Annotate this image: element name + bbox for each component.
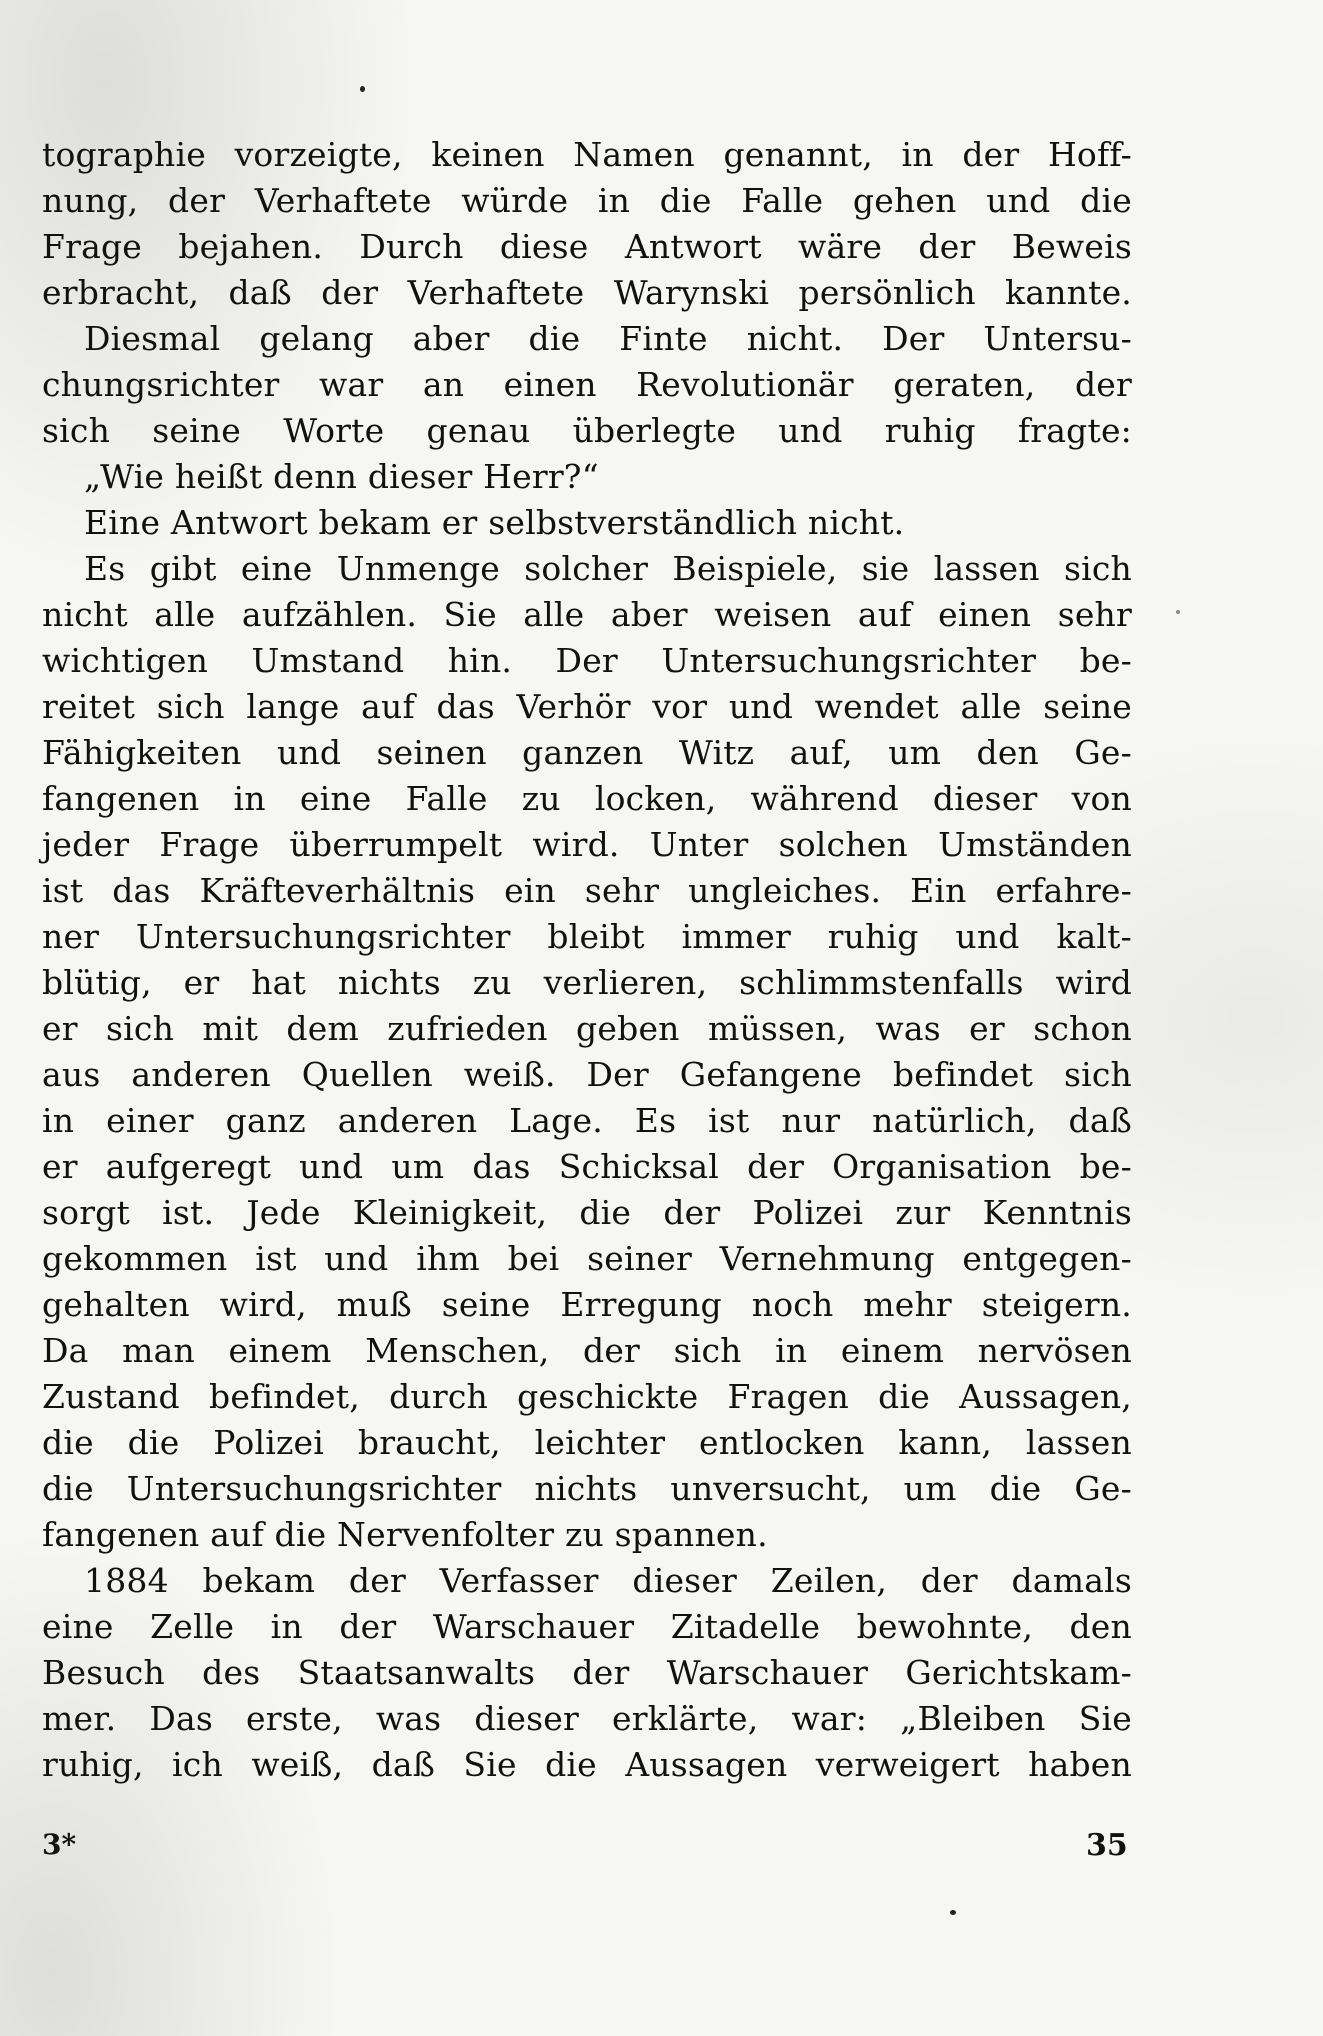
text-line: „Wie heißt denn dieser Herr?“: [84, 457, 599, 496]
text-line: Es gibt eine Unmenge solcher Beispiele, sie lassen sich: [84, 549, 1132, 588]
text-line: er sich mit dem zufrieden geben müssen, was er schon: [42, 1009, 1132, 1048]
text-line: ner Untersuchungsrichter bleibt immer ruhig und kalt-: [42, 917, 1132, 956]
signature-mark: 3*: [42, 1828, 77, 1861]
text-line: ist das Kräfteverhältnis ein sehr ungleiches. Ein erfahre-: [42, 871, 1132, 910]
text-line: aus anderen Quellen weiß. Der Gefangene befindet sich: [42, 1055, 1132, 1094]
text-line: 1884 bekam der Verfasser dieser Zeilen, der damals: [84, 1561, 1132, 1600]
text-line: Da man einem Menschen, der sich in einem nervösen: [42, 1331, 1132, 1370]
text-line: erbracht, daß der Verhaftete Warynski persönlich kannte.: [42, 273, 1132, 312]
text-line: die die Polizei braucht, leichter entlocken kann, lassen: [42, 1423, 1132, 1462]
print-speck: [950, 1910, 956, 1915]
text-line: Diesmal gelang aber die Finte nicht. Der Untersu-: [84, 319, 1132, 358]
text-line: sich seine Worte genau überlegte und ruhig fragte:: [42, 411, 1132, 450]
text-line: sorgt ist. Jede Kleinigkeit, die der Polizei zur Kenntnis: [42, 1193, 1132, 1232]
text-line: gehalten wird, muß seine Erregung noch mehr steigern.: [42, 1285, 1132, 1324]
text-line: er aufgeregt und um das Schicksal der Organisation be-: [42, 1147, 1132, 1186]
text-line: mer. Das erste, was dieser erklärte, war: „Bleiben Sie: [42, 1699, 1132, 1738]
text-line: nicht alle aufzählen. Sie alle aber weisen auf einen sehr: [42, 595, 1132, 634]
text-line: in einer ganz anderen Lage. Es ist nur natürlich, daß: [42, 1101, 1132, 1140]
text-line: ruhig, ich weiß, daß Sie die Aussagen verweigert haben: [42, 1745, 1132, 1784]
text-line: chungsrichter war an einen Revolutionär geraten, der: [42, 365, 1132, 404]
text-line: nung, der Verhaftete würde in die Falle gehen und die: [42, 181, 1132, 220]
text-line: Eine Antwort bekam er selbstverständlich nicht.: [84, 503, 905, 542]
text-line: reitet sich lange auf das Verhör vor und wendet alle seine: [42, 687, 1132, 726]
text-line: die Untersuchungsrichter nichts unversucht, um die Ge-: [42, 1469, 1132, 1508]
print-speck: [1176, 610, 1180, 614]
body-text: [42, 132, 1132, 1788]
text-line: eine Zelle in der Warschauer Zitadelle bewohnte, den: [42, 1607, 1132, 1646]
text-line: Zustand befindet, durch geschickte Fragen die Aussagen,: [42, 1377, 1132, 1416]
text-line: Frage bejahen. Durch diese Antwort wäre der Beweis: [42, 227, 1132, 266]
text-line: jeder Frage überrumpelt wird. Unter solchen Umständen: [42, 825, 1132, 864]
print-speck: [360, 86, 365, 92]
text-line: fangenen auf die Nervenfolter zu spannen.: [42, 1515, 768, 1554]
page-number: 35: [1086, 1828, 1128, 1863]
text-line: Besuch des Staatsanwalts der Warschauer Gerichtskam-: [42, 1653, 1132, 1692]
text-line: tographie vorzeigte, keinen Namen genannt, in der Hoff-: [42, 135, 1132, 174]
text-line: gekommen ist und ihm bei seiner Vernehmung entgegen-: [42, 1239, 1132, 1278]
text-line: fangenen in eine Falle zu locken, während dieser von: [42, 779, 1132, 818]
text-line: blütig, er hat nichts zu verlieren, schlimmstenfalls wird: [42, 963, 1132, 1002]
text-line: wichtigen Umstand hin. Der Untersuchungsrichter be-: [42, 641, 1132, 680]
text-line: Fähigkeiten und seinen ganzen Witz auf, um den Ge-: [42, 733, 1132, 772]
